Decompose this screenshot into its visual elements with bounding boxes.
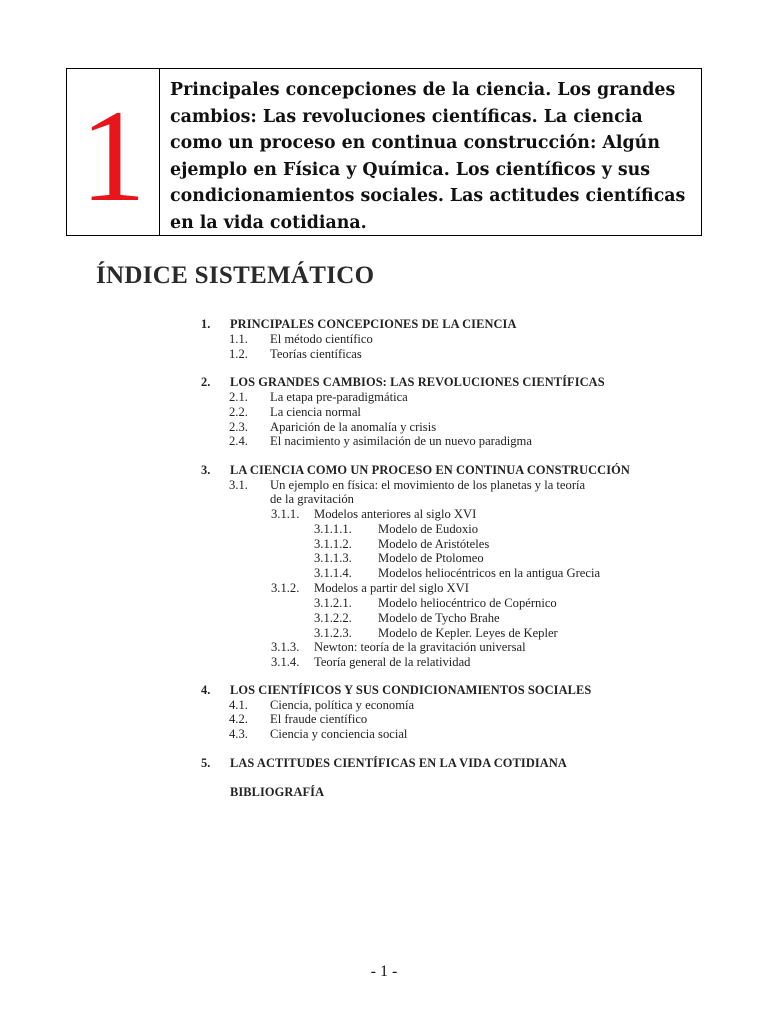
item-number: 3.1.4. [271,655,300,669]
section-number: 5. [201,756,211,770]
section-title: LA CIENCIA COMO UN PROCESO EN CONTINUA CONSTRUCCIÓN [230,463,630,477]
item-text: El fraude científico [270,712,368,726]
page-number: - 1 - [370,963,398,980]
item-text: Modelo de Tycho Brahe [378,611,500,625]
topic-number: 1 [80,82,146,229]
item-number: 1.1. [229,332,248,346]
item-number: 2.3. [229,420,248,434]
section-title: LOS GRANDES CAMBIOS: LAS REVOLUCIONES CIENTÍFICAS [230,375,605,389]
section-title: PRINCIPALES CONCEPCIONES DE LA CIENCIA [230,317,517,331]
item-text: Modelo heliocéntrico de Copérnico [378,596,557,610]
item-text: Modelos anteriores al siglo XVI [314,507,477,521]
item-number: 4.3. [229,727,248,741]
item-text: Modelo de Eudoxio [378,522,479,536]
item-text: La ciencia normal [270,405,361,419]
item-text: Teoría general de la relatividad [314,655,471,669]
item-number: 2.2. [229,405,248,419]
section-number: 2. [201,375,211,389]
item-number: 3.1.1.4. [314,566,352,580]
item-text: Modelos heliocéntricos en la antigua Grecia [378,566,601,580]
item-text: El nacimiento y asimilación de un nuevo paradigma [270,434,532,448]
item-text: Ciencia, política y economía [270,698,415,712]
item-number: 3.1.2.2. [314,611,352,625]
item-number: 3.1.3. [271,640,300,654]
item-number: 3.1.2.1. [314,596,352,610]
item-text: Un ejemplo en física: el movimiento de los planetas y la teoría [270,478,586,492]
item-text: El método científico [270,332,373,346]
item-number: 3.1.1.2. [314,537,352,551]
item-number: 3.1.1.1. [314,522,352,536]
topic-title: Principales concepciones de la ciencia. Los grandes cambios: Las revoluciones científicas. La ciencia como un proceso en continua construcción: Algún ejemplo en Física y Química. Los científicos y sus condicionamientos sociales. Las actitudes científicas en la vida cotidiana. [170,80,686,233]
item-number: 3.1. [229,478,248,492]
item-text: Ciencia y conciencia social [270,727,408,741]
item-text: Modelo de Kepler. Leyes de Kepler [378,626,558,640]
section-title: LAS ACTITUDES CIENTÍFICAS EN LA VIDA COTIDIANA [230,756,567,770]
item-number: 3.1.1. [271,507,300,521]
item-number: 4.1. [229,698,248,712]
item-number: 3.1.2. [271,581,300,595]
bibliography-label: BIBLIOGRAFÍA [230,785,325,799]
section-title: LOS CIENTÍFICOS Y SUS CONDICIONAMIENTOS SOCIALES [230,683,592,697]
item-text: Teorías científicas [270,347,362,361]
index-title: ÍNDICE SISTEMÁTICO [96,262,375,289]
section-number: 3. [201,463,211,477]
item-text: La etapa pre-paradigmática [270,390,408,404]
item-number: 3.1.2.3. [314,626,352,640]
item-number: 2.4. [229,434,248,448]
section-number: 4. [201,683,211,697]
item-number: 3.1.1.3. [314,551,352,565]
section-number: 1. [201,317,211,331]
item-text: Modelos a partir del siglo XVI [314,581,469,595]
item-number: 1.2. [229,347,248,361]
item-text: Modelo de Aristóteles [378,537,490,551]
item-text: Aparición de la anomalía y crisis [270,420,437,434]
item-number: 4.2. [229,712,248,726]
item-text: Newton: teoría de la gravitación universal [314,640,526,654]
item-number: 2.1. [229,390,248,404]
item-text-continuation: de la gravitación [270,492,354,506]
item-text: Modelo de Ptolomeo [378,551,484,565]
